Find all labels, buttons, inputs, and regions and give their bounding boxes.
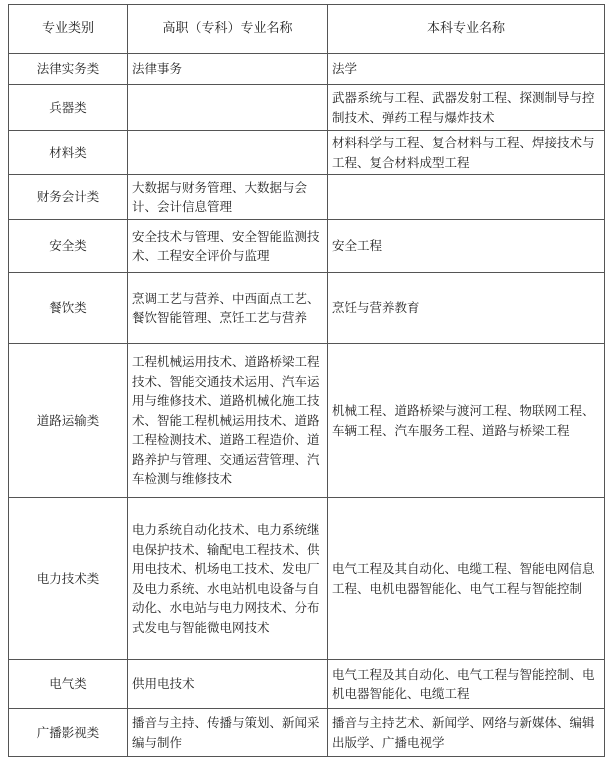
vocational-cell: 烹调工艺与营养、中西面点工艺、餐饮智能管理、烹饪工艺与营养 [128,273,328,344]
header-vocational: 高职（专科）专业名称 [128,5,328,54]
undergraduate-cell: 机械工程、道路桥梁与渡河工程、物联网工程、车辆工程、汽车服务工程、道路与桥梁工程 [328,344,605,498]
vocational-cell [128,85,328,131]
category-cell: 法律实务类 [9,54,128,85]
vocational-cell: 供用电技术 [128,660,328,709]
category-cell: 广播影视类 [9,709,128,757]
header-undergraduate: 本科专业名称 [328,5,605,54]
category-cell: 道路运输类 [9,344,128,498]
category-cell: 电力技术类 [9,498,128,660]
category-cell: 安全类 [9,220,128,273]
header-row [9,5,605,54]
table-row [9,220,605,273]
category-cell: 兵器类 [9,85,128,131]
table-row [9,344,605,498]
table-row [9,273,605,344]
undergraduate-cell: 法学 [328,54,605,85]
vocational-cell: 安全技术与管理、安全智能监测技术、工程安全评价与监理 [128,220,328,273]
header-category: 专业类别 [9,5,128,54]
table-row [9,54,605,85]
category-cell: 材料类 [9,131,128,175]
vocational-cell: 电力系统自动化技术、电力系统继电保护技术、输配电工程技术、供用电技术、机场电工技术、发电厂及电力系统、水电站机电设备与自动化、水电站与电力网技术、分布式发电与智能微电网技术 [128,498,328,660]
undergraduate-cell: 烹饪与营养教育 [328,273,605,344]
vocational-cell [128,131,328,175]
table-row [9,660,605,709]
vocational-cell: 工程机械运用技术、道路桥梁工程技术、智能交通技术运用、汽车运用与维修技术、道路机械化施工技术、智能工程机械运用技术、道路工程检测技术、道路工程造价、道路养护与管理、交通运营管理、汽车检测与维修技术 [128,344,328,498]
vocational-cell: 法律事务 [128,54,328,85]
table-row [9,498,605,660]
category-cell: 餐饮类 [9,273,128,344]
undergraduate-cell: 材料科学与工程、复合材料与工程、焊接技术与工程、复合材料成型工程 [328,131,605,175]
vocational-cell: 播音与主持、传播与策划、新闻采编与制作 [128,709,328,757]
category-cell: 财务会计类 [9,175,128,220]
table-row [9,175,605,220]
undergraduate-cell: 电气工程及其自动化、电缆工程、智能电网信息工程、电机电器智能化、电气工程与智能控制 [328,498,605,660]
undergraduate-cell: 播音与主持艺术、新闻学、网络与新媒体、编辑出版学、广播电视学 [328,709,605,757]
category-cell: 电气类 [9,660,128,709]
undergraduate-cell: 电气工程及其自动化、电气工程与智能控制、电机电器智能化、电缆工程 [328,660,605,709]
undergraduate-cell: 武器系统与工程、武器发射工程、探测制导与控制技术、弹药工程与爆炸技术 [328,85,605,131]
table-row [9,85,605,131]
majors-table [8,4,605,757]
vocational-cell: 大数据与财务管理、大数据与会计、会计信息管理 [128,175,328,220]
undergraduate-cell [328,175,605,220]
table-row [9,131,605,175]
undergraduate-cell: 安全工程 [328,220,605,273]
table-row [9,709,605,757]
